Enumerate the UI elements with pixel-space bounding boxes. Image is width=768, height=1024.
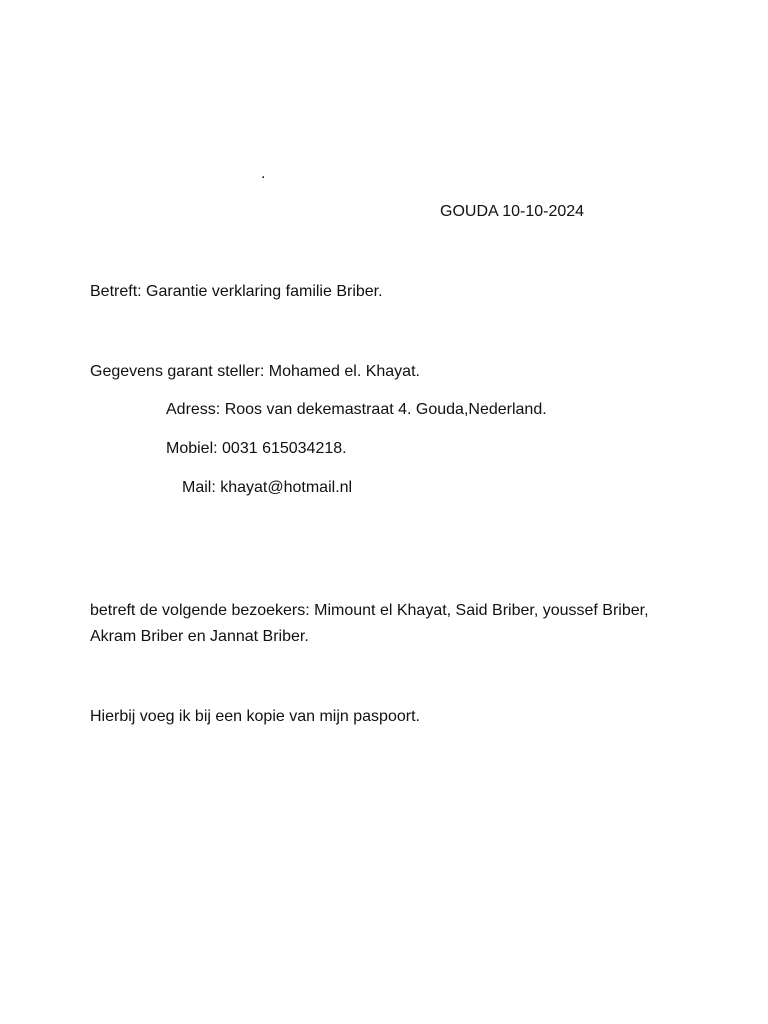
visitors-line-2: Akram Briber en Jannat Briber.: [90, 628, 309, 645]
mobile-line: Mobiel: 0031 615034218.: [166, 440, 347, 457]
passport-attachment-line: Hierbij voeg ik bij een kopie van mijn paspoort.: [90, 708, 420, 725]
place-and-date: GOUDA 10-10-2024: [440, 203, 585, 220]
subject-line: Betreft: Garantie verklaring familie Briber.: [90, 283, 383, 300]
visitors-line-1: betreft de volgende bezoekers: Mimount el Khayat, Said Briber, youssef Briber,: [90, 602, 649, 619]
guarantor-details-line: Gegevens garant steller: Mohamed el. Khayat.: [90, 363, 420, 380]
visitors-paragraph: [90, 598, 670, 650]
mail-line: Mail: khayat@hotmail.nl: [182, 479, 353, 496]
stray-dot: .: [261, 165, 266, 182]
address-line: Adress: Roos van dekemastraat 4. Gouda,Nederland.: [166, 401, 547, 418]
